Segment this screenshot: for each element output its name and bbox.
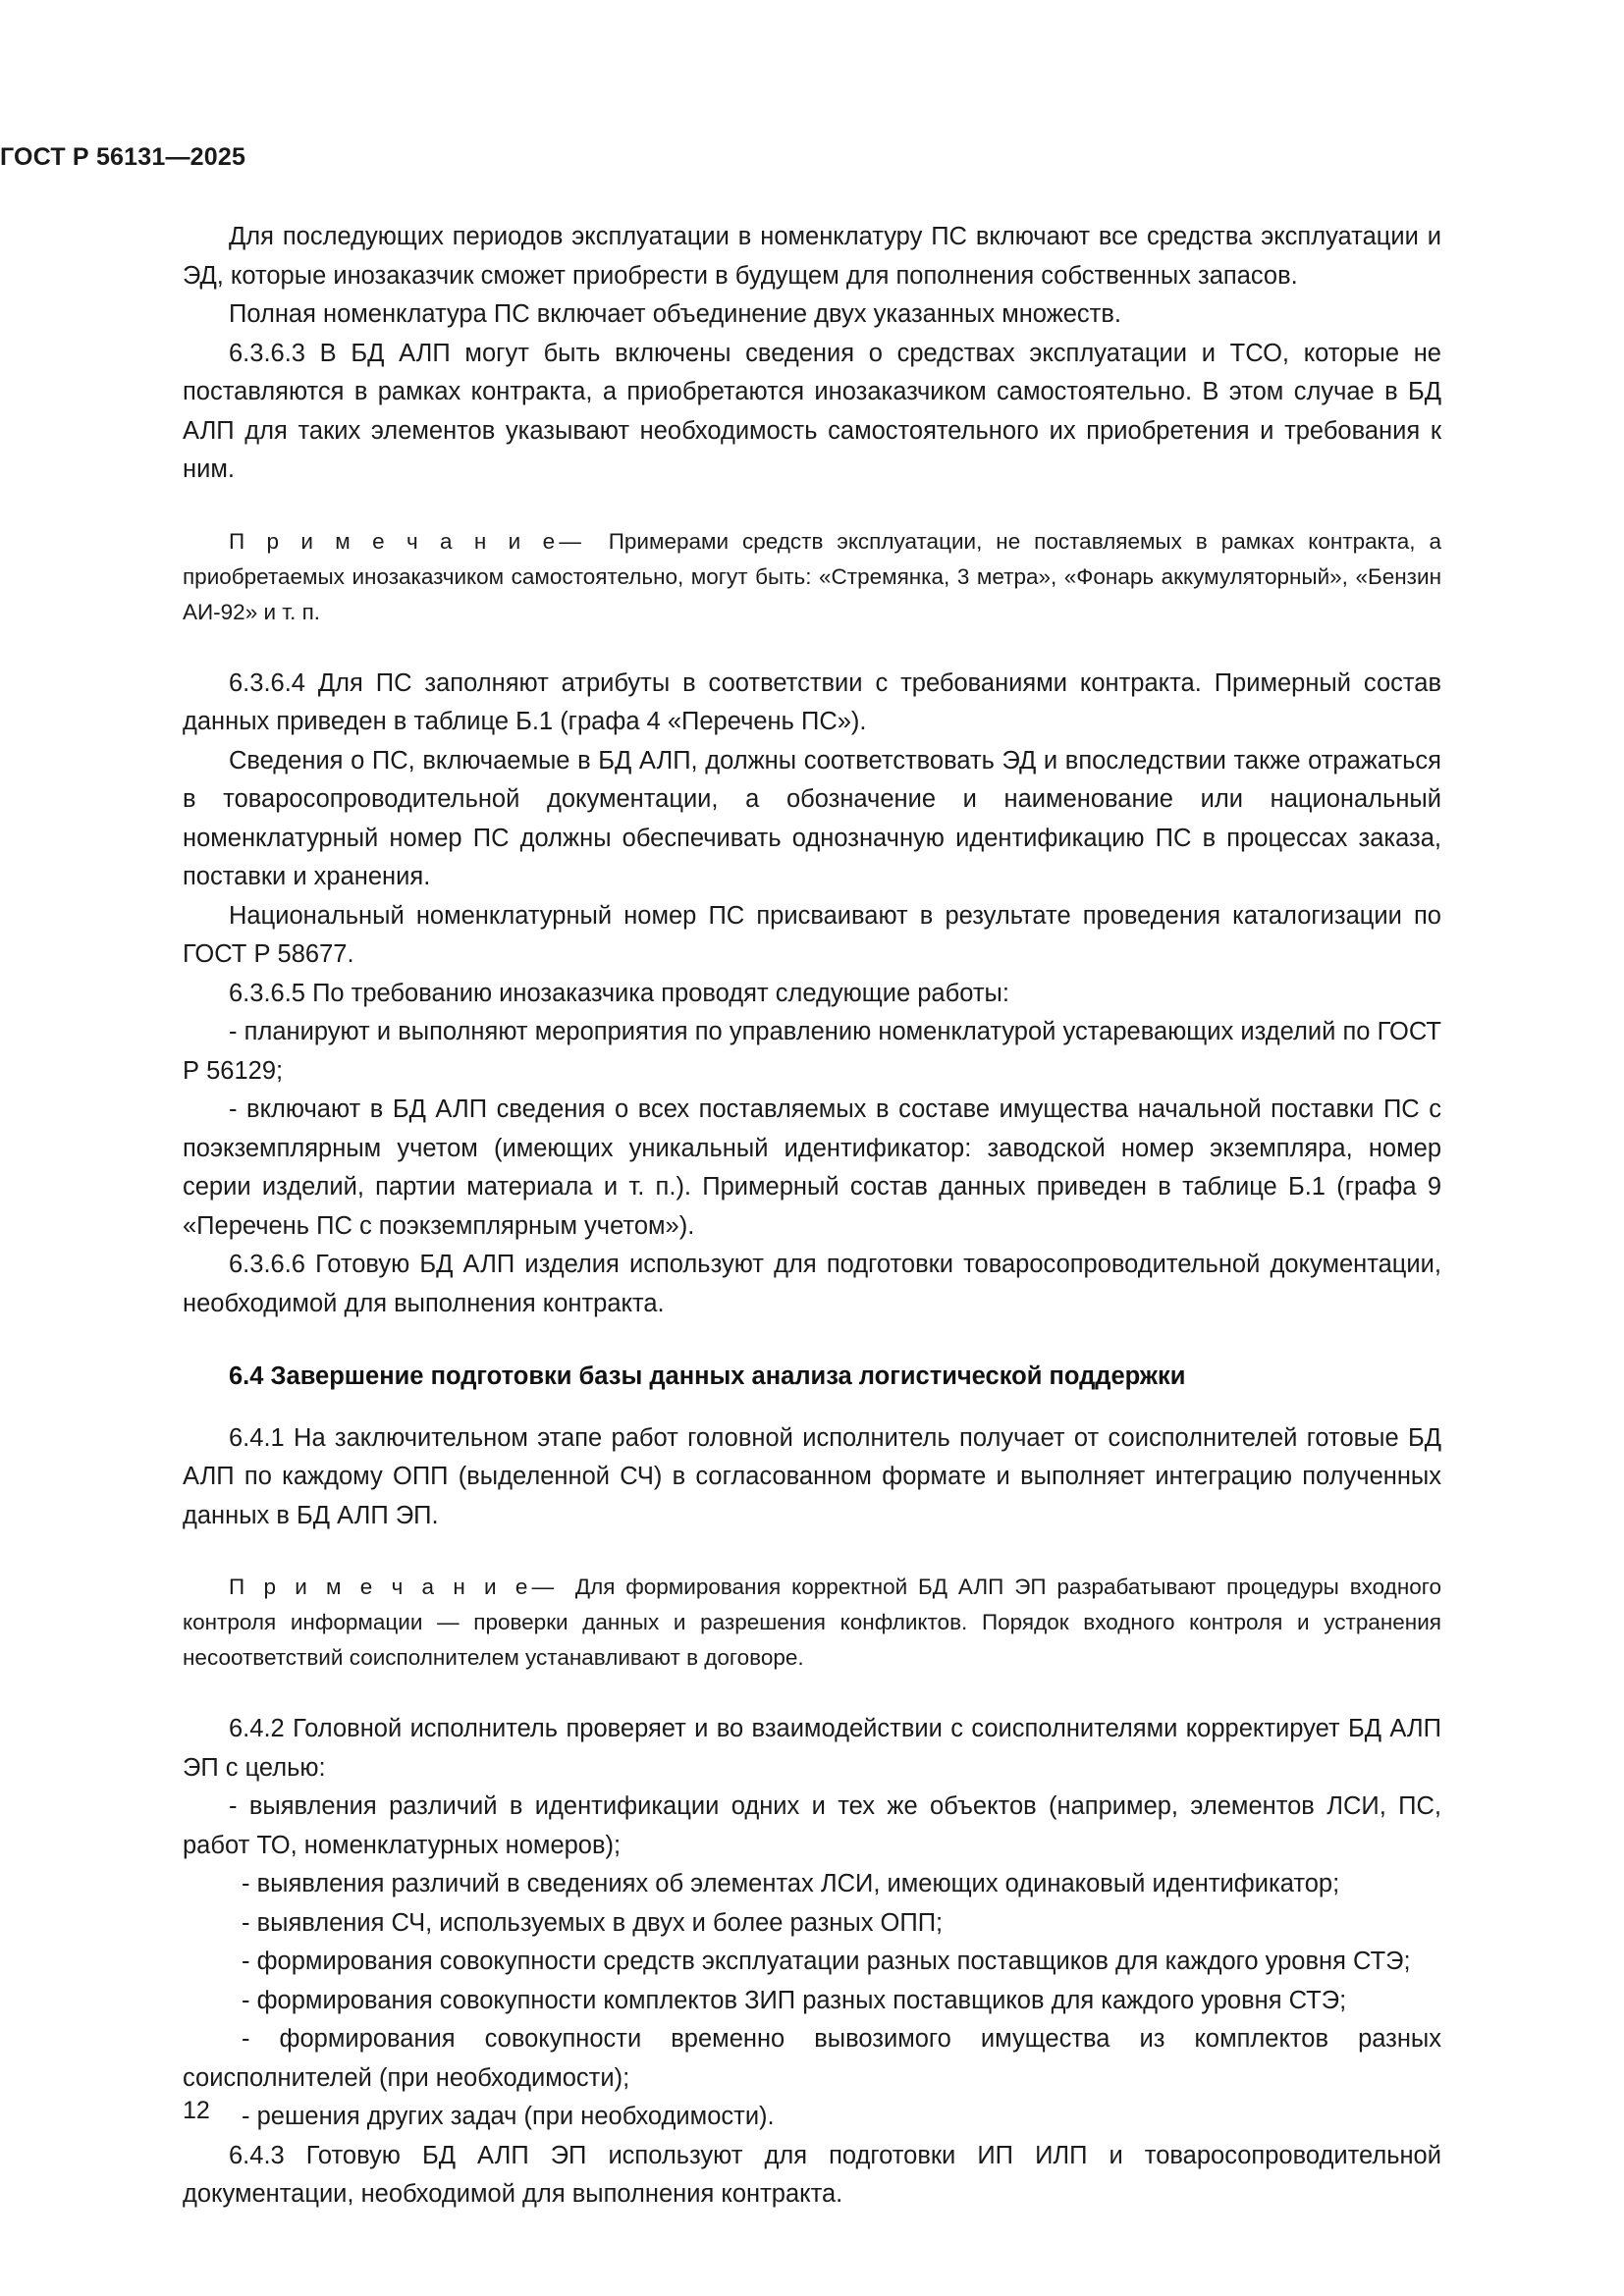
paragraph-6-4-2: 6.4.2 Головной исполнитель проверяет и во взаимодействии с соисполнителями корректирует БД АЛП ЭП с целью: (183, 1715, 1441, 1782)
note-block-2 (183, 1570, 1441, 1676)
spacer (183, 1323, 1441, 1358)
spacer (183, 1397, 1441, 1419)
note-text-2: Для формирования корректной БД АЛП ЭП разрабатывают процедуры входного контроля информации — проверки данных и разрешения конфликтов. Порядок входного контроля и устранения несоответствий соисполнителем устанавливают в договоре. (183, 1575, 1441, 1670)
list-item-other-tasks: - решения других задач (при необходимости). (242, 2103, 775, 2130)
spacer (183, 490, 1441, 524)
list-item-support-equipment-set: - формирования совокупности средств эксплуатации разных поставщиков для каждого уровня СТЭ; (242, 1948, 1411, 1975)
paragraph-6-4-3: 6.4.3 Готовую БД АЛП ЭП используют для подготовки ИП ИЛП и товаросопроводительной документации, необходимой для выполнения контракта. (183, 2141, 1441, 2208)
note-block-1 (183, 524, 1441, 630)
list-item-shared-components: - выявления СЧ, используемых в двух и более разных ОПП; (242, 1908, 944, 1937)
list-item-obsolescence-management: - планируют и выполняют мероприятия по управлению номенклатурой устаревающих изделий по ГОСТ Р 56129; (183, 1018, 1441, 1085)
paragraph-6-3-6-6: 6.3.6.6 Готовую БД АЛП изделия используют для подготовки товаросопроводительной документации, необходимой для выполнения контракта. (183, 1251, 1441, 1317)
list-item-spares-kits-set: - формирования совокупности комплектов ЗИП разных поставщиков для каждого уровня СТЭ; (242, 1986, 1347, 2014)
spacer (183, 630, 1441, 665)
list-item-identification-differences: - выявления различий в идентификации одних и тех же объектов (например, элементов ЛСИ, ПС, работ ТО, номенклатурных номеров); (183, 1792, 1441, 1859)
body-text-flow (183, 218, 1441, 2215)
paragraph-6-3-6-5: 6.3.6.5 По требованию инозаказчика проводят следующие работы: (229, 979, 1009, 1007)
spacer (183, 1535, 1441, 1570)
note-dash-1: — (559, 528, 581, 554)
paragraph-ps-data-conformity: Сведения о ПС, включаемые в БД АЛП, должны соответствовать ЭД и впоследствии также отражаться в товаросопроводительной документации, а обозначение и наименование или национальный номенклатурный номер ПС должны обеспечивать однозначную идентификацию ПС в процессах заказа, поставки и хранения. (183, 746, 1441, 890)
paragraph-6-4-1: 6.4.1 На заключительном этапе работ головной исполнитель получает от соисполнителей готовые БД АЛП по каждому ОПП (выделенной СЧ) в согласованном формате и выполняет интеграцию полученных данных в БД АЛП ЭП. (183, 1423, 1441, 1529)
page-number: 12 (183, 2097, 210, 2124)
list-item-serialized-items: - включают в БД АЛП сведения о всех поставляемых в составе имущества начальной поставки ПС с поэкземплярным учетом (имеющих уникальный идентификатор: заводской номер экземпляра, номер серии изделий, партии материала и т. п.). Примерный состав данных приведен в таблице Б.1 (графа 9 «Перечень ПС с поэкземплярным учетом»). (183, 1095, 1441, 1240)
list-item-temporary-property-set: - формирования совокупности временно вывозимого имущества из комплектов разных соисполнителей (при необходимости); (183, 2025, 1441, 2092)
note-label-1: П р и м е ч а н и е (229, 528, 560, 554)
note-text-1: Примерами средств эксплуатации, не поставляемых в рамках контракта, а приобретаемых инозаказчиком самостоятельно, могут быть: «Стремянка, 3 метра», «Фонарь аккумуляторный», «Бензин АИ-92» и т. п. (183, 528, 1441, 624)
paragraph-full-nomenclature: Полная номенклатура ПС включает объединение двух указанных множеств. (229, 300, 1121, 328)
section-heading-6-4: 6.4 Завершение подготовки базы данных анализа логистической поддержки (229, 1362, 1186, 1390)
page-header-standard-number: ГОСТ Р 56131—2025 (0, 143, 246, 171)
note-dash-2: — (531, 1575, 555, 1599)
paragraph-national-number: Национальный номенклатурный номер ПС присваивают в результате проведения каталогизации по ГОСТ Р 58677. (183, 901, 1441, 968)
paragraph-6-3-6-3: 6.3.6.3 В БД АЛП могут быть включены сведения о средствах эксплуатации и ТСО, которые не поставляются в рамках контракта, а приобретаются инозаказчиком самостоятельно. В этом случае в БД АЛП для таких элементов указывают необходимость самостоятельного их приобретения и требования к ним. (183, 339, 1441, 483)
list-item-lsi-data-differences: - выявления различий в сведениях об элементах ЛСИ, имеющих одинаковый идентификатор; (242, 1870, 1340, 1897)
paragraph-6-3-6-4: 6.3.6.4 Для ПС заполняют атрибуты в соответствии с требованиями контракта. Примерный состав данных приведен в таблице Б.1 (графа 4 «Перечень ПС»). (183, 668, 1441, 735)
page-content (183, 0, 1441, 2296)
spacer (183, 1676, 1441, 1710)
note-label-2: П р и м е ч а н и е (229, 1575, 532, 1599)
paragraph-subsequent-periods: Для последующих периодов эксплуатации в номенклатуру ПС включают все средства эксплуатации и ЭД, которые инозаказчик сможет приобрести в будущем для пополнения собственных запасов. (183, 223, 1441, 290)
